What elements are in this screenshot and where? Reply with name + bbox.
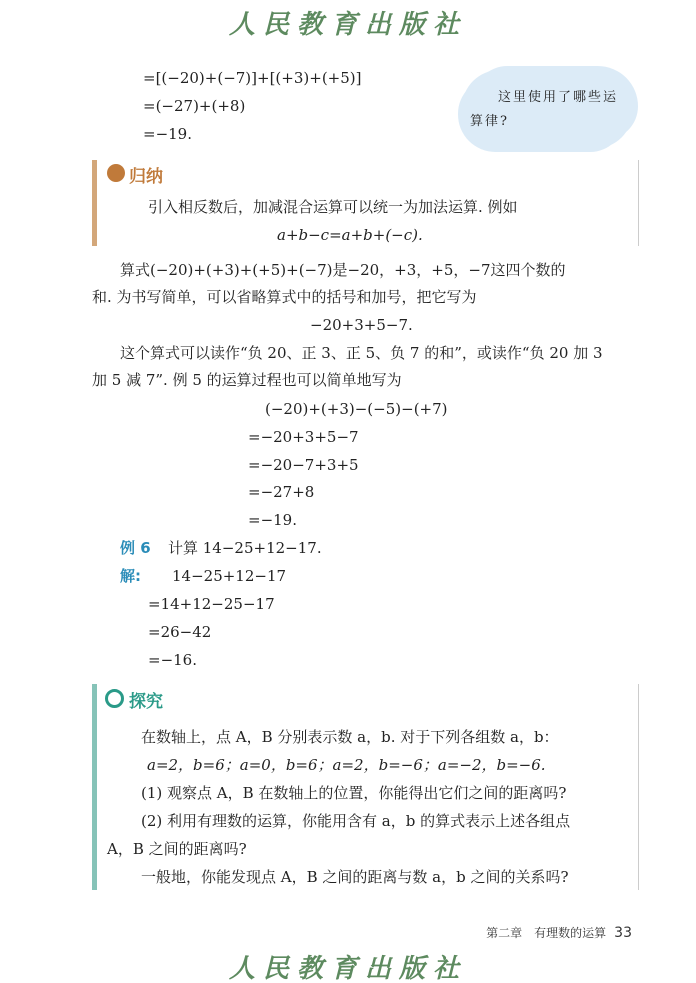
summary-formula: a+b−c=a+b+(−c).: [277, 226, 423, 244]
solution-step: =26−42: [148, 623, 212, 641]
publisher-watermark-top: 人民教育出版社: [228, 10, 467, 40]
summary-title: 归纳: [129, 167, 163, 187]
formula: −20+3+5−7.: [310, 316, 413, 334]
calc-line: =−27+8: [248, 483, 315, 501]
calc-line: =[(−20)+(−7)]+[(+3)+(+5)]: [143, 69, 362, 87]
publisher-watermark-bottom: 人民教育出版社: [228, 954, 467, 983]
solution-step: =14+12−25−17: [148, 595, 275, 613]
explore-title: 探究: [129, 692, 163, 712]
page-footer: [486, 924, 632, 941]
explore-line: A，B 之间的距离吗?: [107, 840, 247, 858]
explore-line: (1) 观察点 A，B 在数轴上的位置，你能得出它们之间的距离吗?: [141, 784, 567, 802]
chapter-title: 第二章 有理数的运算: [486, 926, 607, 940]
paragraph-line: 加 5 减 7”. 例 5 的运算过程也可以简单地写为: [92, 371, 402, 389]
summary-text: 引入相反数后，加减混合运算可以统一为加法运算. 例如: [148, 198, 518, 216]
calc-line: =−20−7+3+5: [248, 456, 359, 474]
solution-step: 14−25+12−17: [172, 567, 287, 585]
example-label: 例 6: [120, 539, 151, 557]
explore-line: (2) 利用有理数的运算，你能用含有 a，b 的算式表示上述各组点: [141, 812, 571, 830]
paragraph-line: 这个算式可以读作“负 20、正 3、正 5、负 7 的和”，或读作“负 20 加 3: [120, 344, 603, 362]
summary-box: [92, 160, 639, 246]
calc-line: =(−27)+(+8): [143, 97, 246, 115]
explore-line: 在数轴上，点 A，B 分别表示数 a，b. 对于下列各组数 a，b：: [141, 728, 559, 746]
cloud-text: 算律?: [470, 114, 509, 129]
thought-cloud: [462, 70, 632, 148]
paragraph-line: 和. 为书写简单，可以省略算式中的括号和加号，把它写为: [92, 288, 477, 306]
calc-line: =−19.: [248, 511, 297, 529]
calc-line: =−20+3+5−7: [248, 428, 359, 446]
explore-line: 一般地，你能发现点 A，B 之间的距离与数 a，b 之间的关系吗?: [141, 868, 569, 886]
paragraph-line: 算式(−20)+(+3)+(+5)+(−7)是−20，+3，+5，−7这四个数的: [120, 261, 566, 279]
calc-line: =−19.: [143, 125, 192, 143]
solution-step: =−16.: [148, 651, 197, 669]
cloud-text: 这里使用了哪些运: [498, 90, 619, 105]
summary-icon: [107, 164, 125, 182]
magnifier-icon: [105, 689, 124, 708]
page-number: 33: [614, 925, 632, 941]
explore-line: a=2，b=6；a=0，b=6；a=2，b=−6；a=−2，b=−6.: [147, 756, 546, 774]
solution-label: 解:: [120, 567, 141, 585]
example-problem: 计算 14−25+12−17.: [168, 539, 322, 557]
explore-box: [92, 684, 639, 890]
calc-line: (−20)+(+3)−(−5)−(+7): [265, 400, 448, 418]
